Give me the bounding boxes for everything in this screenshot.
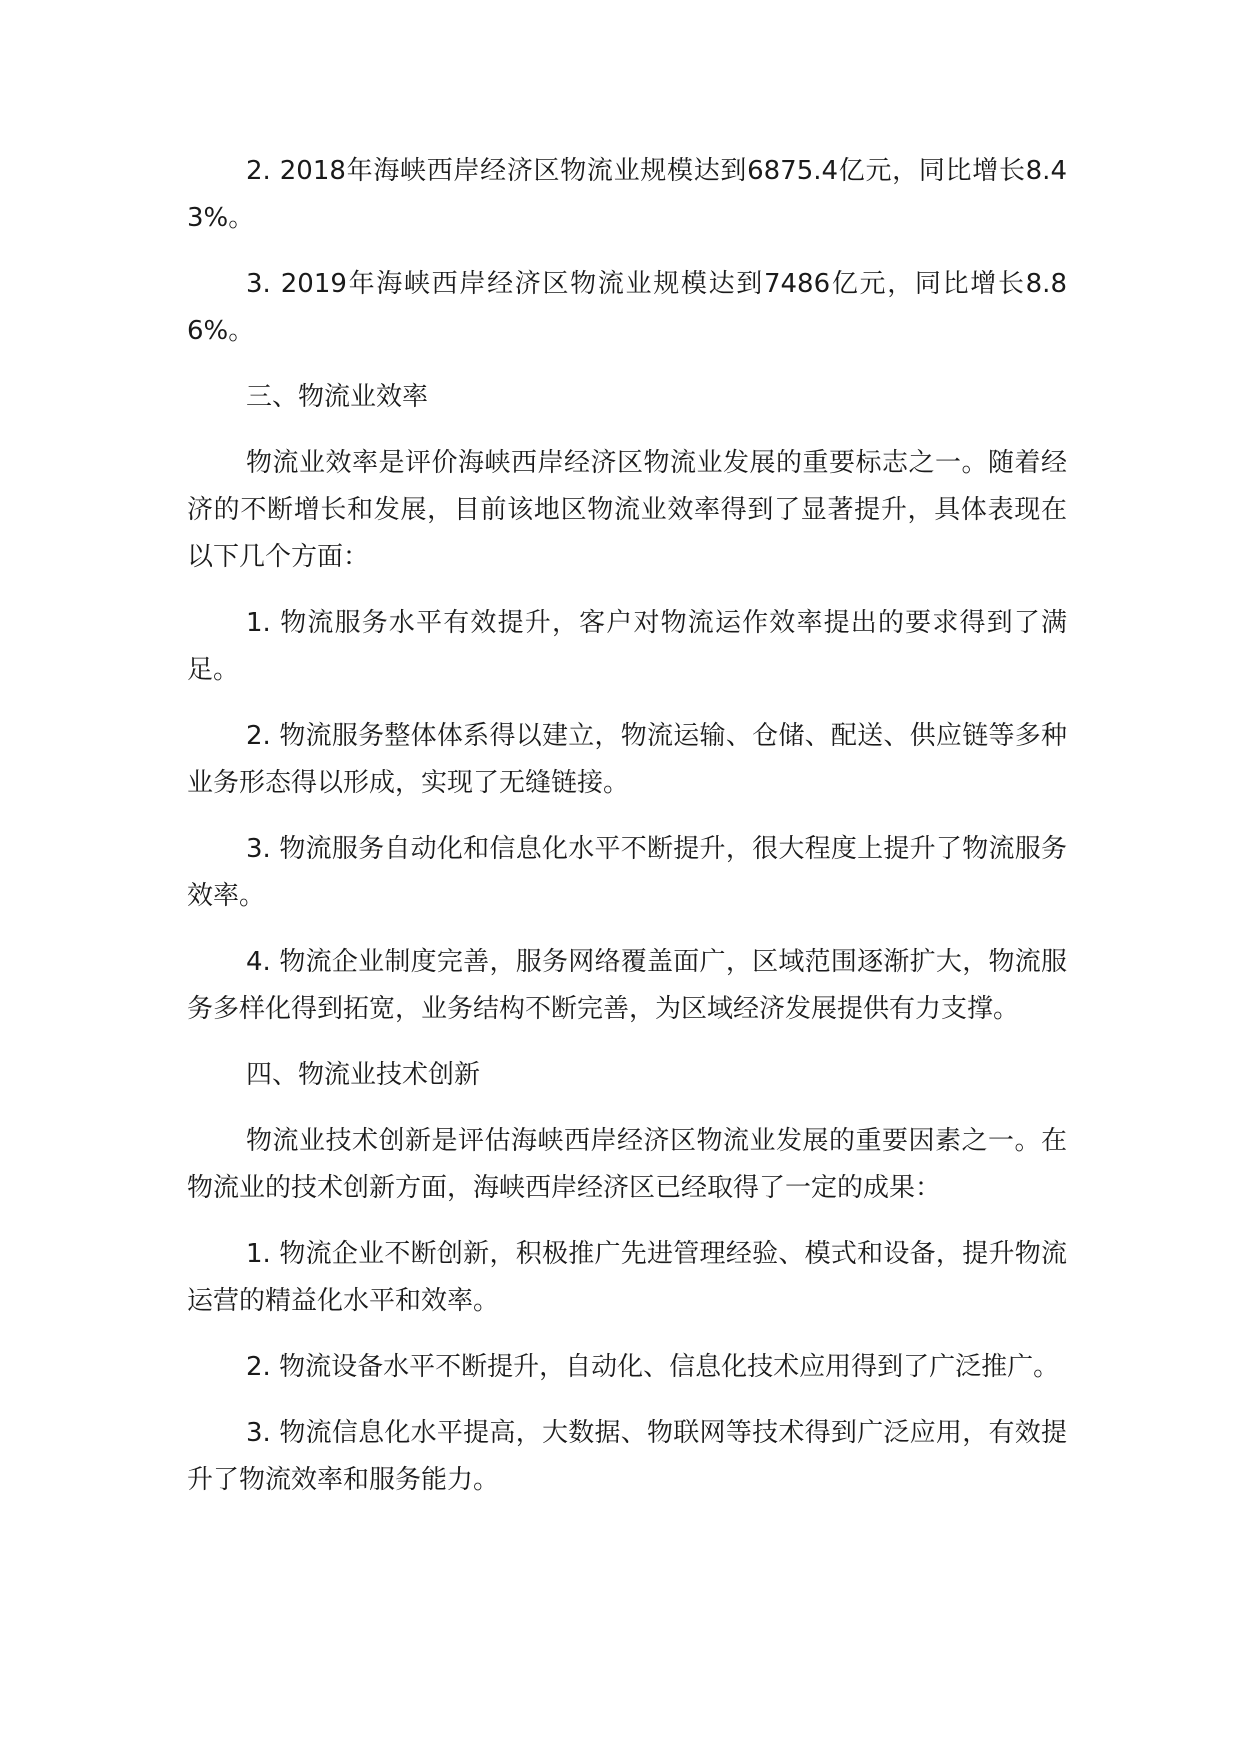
innovation-item-1: 1. 物流企业不断创新，积极推广先进管理经验、模式和设备，提升物流运营的精益化水平和效率。 — [187, 1239, 1067, 1316]
document-body — [187, 148, 1067, 1523]
efficiency-item-1: 1. 物流服务水平有效提升，客户对物流运作效率提出的要求得到了满足。 — [187, 608, 1067, 685]
item-2019-scale: 3. 2019年海峡西岸经济区物流业规模达到7486亿元，同比增长8.86%。 — [187, 269, 1067, 346]
innovation-item-2: 2. 物流设备水平不断提升，自动化、信息化技术应用得到了广泛推广。 — [246, 1352, 1060, 1382]
efficiency-intro: 物流业效率是评价海峡西岸经济区物流业发展的重要标志之一。随着经济的不断增长和发展，目前该地区物流业效率得到了显著提升，具体表现在以下几个方面： — [187, 448, 1067, 572]
efficiency-item-4: 4. 物流企业制度完善，服务网络覆盖面广，区域范围逐渐扩大，物流服务多样化得到拓宽，业务结构不断完善，为区域经济发展提供有力支撑。 — [187, 947, 1067, 1024]
section-heading-efficiency: 三、物流业效率 — [246, 382, 429, 412]
innovation-item-3: 3. 物流信息化水平提高，大数据、物联网等技术得到广泛应用，有效提升了物流效率和服务能力。 — [187, 1418, 1067, 1495]
efficiency-item-3: 3. 物流服务自动化和信息化水平不断提升，很大程度上提升了物流服务效率。 — [187, 834, 1067, 911]
item-2018-scale: 2. 2018年海峡西岸经济区物流业规模达到6875.4亿元，同比增长8.43%。 — [187, 156, 1067, 233]
innovation-intro: 物流业技术创新是评估海峡西岸经济区物流业发展的重要因素之一。在物流业的技术创新方面，海峡西岸经济区已经取得了一定的成果： — [187, 1126, 1067, 1203]
section-heading-innovation: 四、物流业技术创新 — [246, 1060, 481, 1090]
efficiency-item-2: 2. 物流服务整体体系得以建立，物流运输、仓储、配送、供应链等多种业务形态得以形成，实现了无缝链接。 — [187, 721, 1067, 798]
